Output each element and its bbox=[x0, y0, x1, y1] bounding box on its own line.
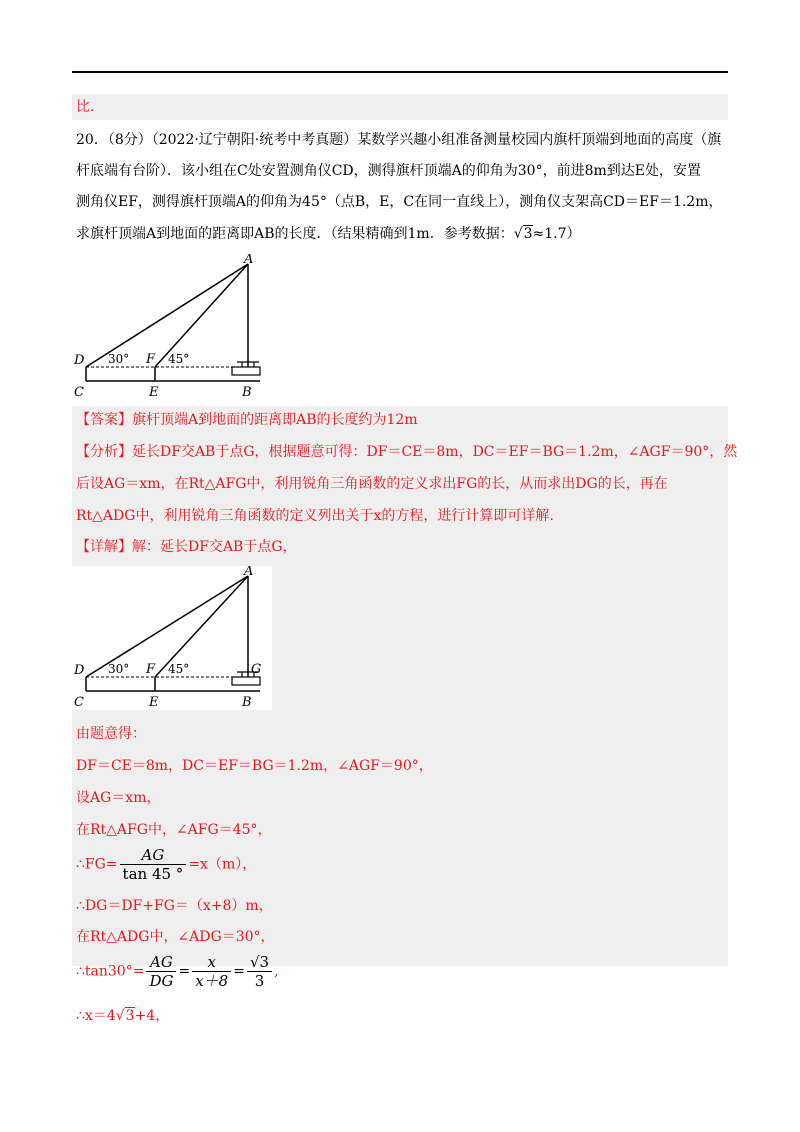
solution-step-5 bbox=[76, 846, 256, 883]
analysis-line-2: 后设AG＝xm，在Rt△AFG中，利用锐角三角函数的定义求出FG的长，从而求出DG的长，再在 bbox=[76, 476, 668, 492]
solution-step-1: 由题意得： bbox=[76, 726, 146, 742]
prev-line: 比. bbox=[76, 99, 95, 115]
figure-1 bbox=[72, 254, 272, 400]
problem-line-2: 杆底端有台阶）．该小组在C处安置测角仪CD，测得旗杆顶端A的仰角为30°，前进8m到达E处，安置 bbox=[76, 163, 701, 179]
step8-fraction-3 bbox=[247, 953, 272, 990]
analysis-line-3: Rt△ADG中，利用锐角三角函数的定义列出关于x的方程，进行计算即可详解. bbox=[76, 508, 554, 524]
fig2-angle-45: 45° bbox=[168, 662, 190, 676]
analysis-line-1: 【分析】延长DF交AB于点G，根据题意可得：DF＝CE＝8m，DC＝EF＝BG＝1.2m，∠AGF＝90°，然 bbox=[76, 444, 738, 460]
step5-numerator: AG bbox=[120, 846, 187, 865]
fig1-label-a: A bbox=[244, 254, 254, 267]
fig1-label-c: C bbox=[74, 385, 84, 400]
figure-2 bbox=[72, 566, 272, 710]
problem-line-4-end: ≈1.7） bbox=[532, 226, 581, 242]
step8-suffix: , bbox=[274, 963, 279, 980]
fig2-label-d: D bbox=[74, 663, 85, 678]
prev-shade bbox=[72, 94, 728, 120]
solution-step-6: ∴DG＝DF+FG＝（x+8）m， bbox=[76, 898, 273, 914]
fig1-label-e: E bbox=[149, 385, 159, 400]
step8-num-1: AG bbox=[146, 953, 176, 972]
step5-fraction bbox=[120, 846, 187, 883]
step8-num-2: x bbox=[192, 953, 231, 972]
step8-num-3: √3 bbox=[247, 953, 272, 972]
step5-denominator: tan 45 ° bbox=[122, 865, 184, 883]
answer-line: 【答案】旗杆顶端A到地面的距离即AB的长度约为12m bbox=[76, 412, 418, 428]
solution-step-8 bbox=[76, 953, 279, 990]
fig1-angle-30: 30° bbox=[108, 352, 130, 366]
problem-line-4-text: 求旗杆顶端A到地面的距离即AB的长度．（结果精确到1m．参考数据： bbox=[76, 226, 514, 242]
fig2-angle-30: 30° bbox=[108, 662, 130, 676]
solution-step-2: DF＝CE＝8m，DC＝EF＝BG＝1.2m，∠AGF＝90°， bbox=[76, 758, 433, 774]
step8-den-3: 3 bbox=[254, 972, 265, 990]
solution-step-3: 设AG＝xm， bbox=[76, 790, 161, 806]
sqrt-value: 3 bbox=[523, 226, 533, 242]
solution-step-9 bbox=[76, 1006, 169, 1026]
header-rule bbox=[72, 71, 728, 73]
problem-line-4 bbox=[76, 224, 581, 244]
step5-suffix: =x（m）， bbox=[188, 856, 257, 873]
step9-sqrt-value: 3 bbox=[125, 1008, 135, 1024]
fig1-label-d: D bbox=[74, 353, 85, 368]
sqrt-sign: √ bbox=[513, 226, 523, 242]
fig2-label-c: C bbox=[74, 695, 84, 710]
fig2-label-g: G bbox=[251, 662, 262, 677]
step5-prefix: ∴FG= bbox=[76, 856, 118, 873]
step8-prefix: ∴tan30°= bbox=[76, 963, 145, 980]
solution-step-7: 在Rt△ADG中，∠ADG＝30°， bbox=[76, 929, 275, 945]
fig2-label-f: F bbox=[146, 662, 156, 677]
step8-fraction-2 bbox=[192, 953, 231, 990]
step8-fraction-1 bbox=[146, 953, 176, 990]
step8-eq-1: = bbox=[178, 963, 191, 980]
step9-suffix: +4， bbox=[134, 1008, 170, 1024]
solution-step-4: 在Rt△AFG中，∠AFG＝45°， bbox=[76, 822, 272, 838]
fig2-label-e: E bbox=[149, 695, 159, 710]
fig1-label-f: F bbox=[146, 352, 156, 367]
fig2-label-b: B bbox=[242, 695, 252, 710]
problem-line-3: 测角仪EF，测得旗杆顶端A的仰角为45°（点B，E，C在同一直线上），测角仪支架高CD＝EF＝1.2m， bbox=[76, 194, 723, 210]
step8-den-2: x＋8 bbox=[195, 972, 229, 990]
step8-eq-2: = bbox=[233, 963, 245, 980]
fig1-label-b: B bbox=[242, 385, 252, 400]
fig2-label-a: A bbox=[244, 566, 254, 579]
step9-prefix: ∴x＝4 bbox=[76, 1008, 116, 1024]
detail-intro: 【详解】解：延长DF交AB于点G， bbox=[76, 539, 297, 555]
fig1-angle-45: 45° bbox=[168, 352, 190, 366]
step9-sqrt-sign: √ bbox=[115, 1008, 125, 1024]
step8-den-1: DG bbox=[149, 972, 174, 990]
problem-line-1: 20．（8分）（2022·辽宁朝阳·统考中考真题）某数学兴趣小组准备测量校园内旗杆顶端到地面的高度（旗 bbox=[76, 132, 722, 148]
